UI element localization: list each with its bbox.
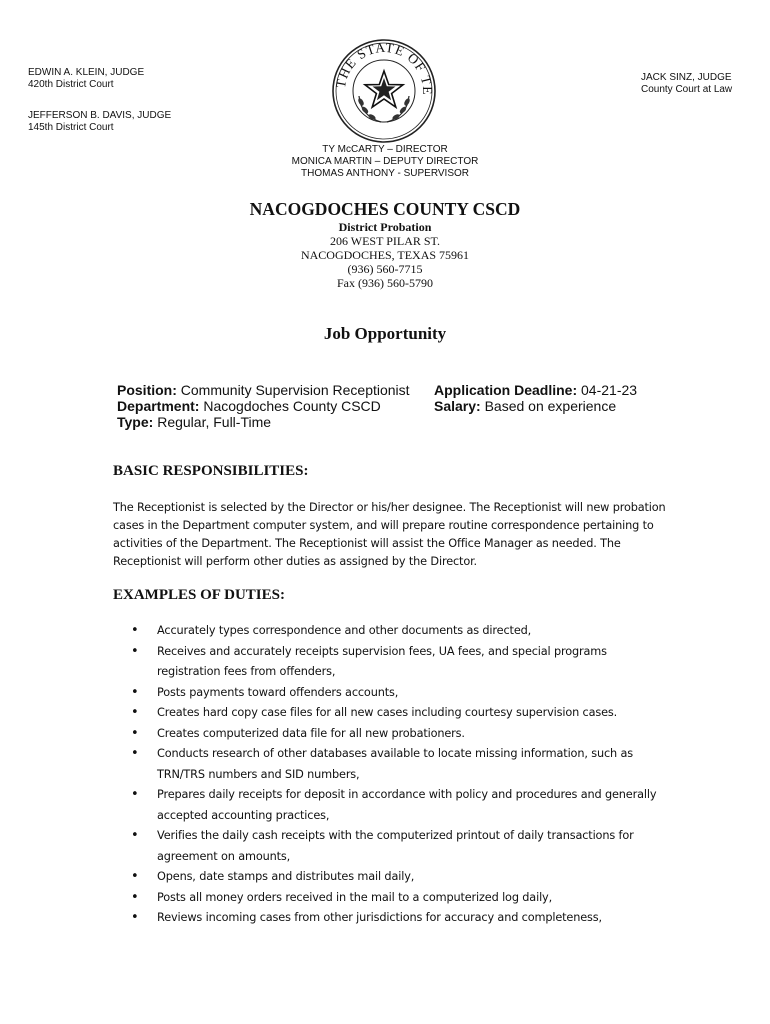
list-item: • Receives and accurately receipts supervision fees, UA fees, and special programs registration fees from offenders, (113, 642, 657, 683)
judge-name: JEFFERSON B. DAVIS, JUDGE (28, 110, 172, 121)
texas-state-seal-icon (331, 38, 437, 144)
responsibilities-heading: BASIC RESPONSIBILITIES: (113, 463, 309, 479)
position-label: Position: (117, 382, 177, 398)
type-value: Regular, Full-Time (157, 414, 272, 430)
list-item: • Verifies the daily cash receipts with the computerized printout of daily transactions for agreement on amounts, (113, 826, 657, 867)
staff-supervisor: THOMAS ANTHONY - SUPERVISOR (301, 168, 469, 179)
duties-list (113, 621, 657, 929)
judge-sinz (641, 72, 732, 96)
position-row (117, 382, 410, 398)
deadline-value: 04-21-23 (581, 382, 638, 398)
duties-heading: EXAMPLES OF DUTIES: (113, 587, 285, 603)
list-item: • Accurately types correspondence and other documents as directed, (113, 621, 657, 642)
agency-fax: Fax (936) 560-5790 (337, 276, 433, 290)
page-title: Job Opportunity (323, 324, 447, 343)
judge-court: County Court at Law (641, 84, 733, 95)
agency-division: District Probation (338, 220, 432, 234)
department-row (117, 398, 410, 414)
agency-address-line1: 206 WEST PILAR ST. (329, 234, 440, 248)
position-value: Community Supervision Receptionist (180, 382, 410, 398)
position-info-right (434, 382, 637, 414)
deadline-row (434, 382, 637, 398)
list-item: • Reviews incoming cases from other jurisdictions for accuracy and completeness, (113, 908, 657, 929)
staff-list (0, 144, 770, 180)
department-label: Department: (117, 398, 200, 414)
judge-court: 145th District Court (28, 122, 114, 133)
judge-name: JACK SINZ, JUDGE (641, 72, 732, 83)
department-value: Nacogdoches County CSCD (203, 398, 381, 414)
agency-name: NACOGDOCHES COUNTY CSCD (249, 199, 521, 219)
agency-address-line2: NACOGDOCHES, TEXAS 75961 (300, 248, 470, 262)
responsibilities-text: The Receptionist is selected by the Director or his/her designee. The Receptionist will new probation cases in the Department computer system, and will prepare routine correspondence pertaining to activities of the Department. The Receptionist will assist the Office Manager as needed. The Receptionist will perform other duties as assigned by the Director. (113, 501, 666, 568)
salary-value: Based on experience (484, 398, 617, 414)
list-item: • Creates hard copy case files for all new cases including courtesy supervision cases. (113, 703, 657, 724)
judge-court: 420th District Court (28, 79, 114, 90)
svg-text:THE STATE OF TEXAS: THE STATE OF TE (333, 39, 436, 96)
list-item: • Posts all money orders received in the mail to a computerized log daily, (113, 888, 657, 909)
staff-deputy-director: MONICA MARTIN – DEPUTY DIRECTOR (291, 156, 479, 167)
type-label: Type: (117, 414, 154, 430)
staff-director: TY McCARTY – DIRECTOR (322, 144, 448, 155)
type-row (117, 414, 410, 430)
salary-row (434, 398, 637, 414)
position-info-left (117, 382, 410, 430)
list-item: • Opens, date stamps and distributes mail daily, (113, 867, 657, 888)
list-item: • Creates computerized data file for all new probationers. (113, 724, 657, 745)
judge-davis (28, 110, 171, 134)
list-item: • Prepares daily receipts for deposit in accordance with policy and procedures and generally accepted accounting practices, (113, 785, 657, 826)
deadline-label: Application Deadline: (434, 382, 578, 398)
judge-klein (28, 67, 144, 91)
salary-label: Salary: (434, 398, 481, 414)
agency-address-block (0, 220, 770, 290)
agency-phone: (936) 560-7715 (347, 262, 423, 276)
list-item: • Posts payments toward offenders accounts, (113, 683, 657, 704)
list-item: • Conducts research of other databases available to locate missing information, such as TRN/TRS numbers and SID numbers, (113, 744, 657, 785)
judge-name: EDWIN A. KLEIN, JUDGE (28, 67, 145, 78)
